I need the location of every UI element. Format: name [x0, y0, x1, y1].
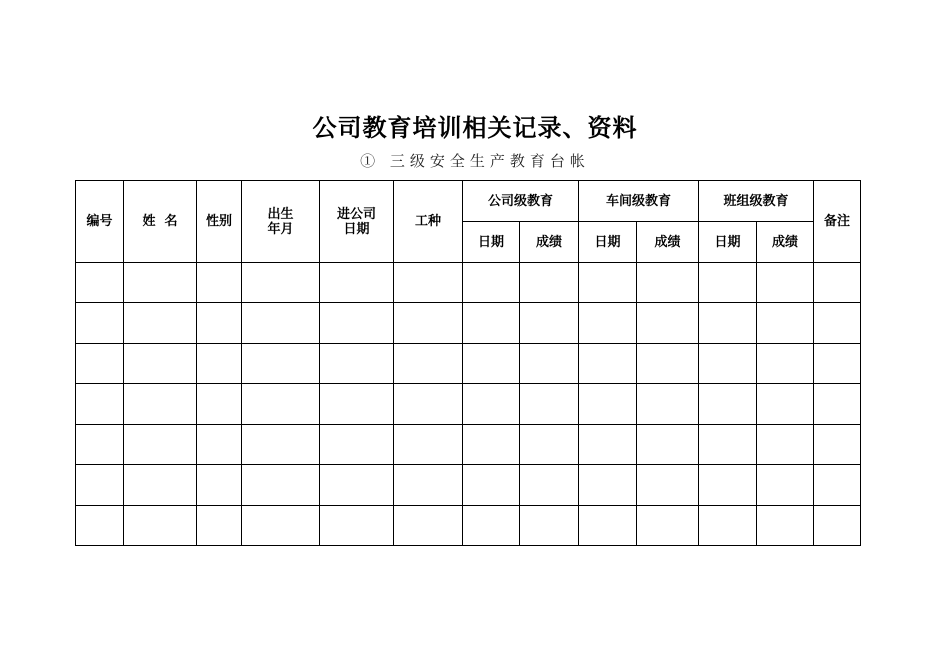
safety-education-ledger-table [75, 180, 861, 546]
table-cell[interactable] [637, 263, 699, 303]
table-cell[interactable] [520, 303, 579, 343]
header-join-line1: 进公司 [336, 206, 376, 222]
table-cell[interactable] [76, 263, 124, 303]
table-cell[interactable] [394, 505, 463, 545]
header-join-date [320, 181, 394, 263]
table-cell[interactable] [76, 465, 124, 505]
table-cell[interactable] [76, 384, 124, 424]
header-join-line2: 日期 [343, 221, 370, 237]
table-cell[interactable] [579, 263, 637, 303]
table-cell[interactable] [757, 384, 814, 424]
document-title: 公司教育培训相关记录、资料 [312, 113, 638, 142]
table-cell[interactable] [814, 465, 861, 505]
table-cell[interactable] [76, 505, 124, 545]
table-cell[interactable] [463, 465, 520, 505]
table-cell[interactable] [699, 465, 757, 505]
header-workshop-score: 成绩 [637, 222, 699, 263]
table-cell[interactable] [579, 465, 637, 505]
table-row [76, 384, 861, 424]
table-cell[interactable] [520, 424, 579, 464]
table-cell[interactable] [699, 424, 757, 464]
table-cell[interactable] [124, 343, 197, 383]
table-cell[interactable] [520, 505, 579, 545]
table-cell[interactable] [394, 343, 463, 383]
table-cell[interactable] [76, 303, 124, 343]
table-row [76, 465, 861, 505]
document-subtitle: ① 三级安全生产教育台帐 [360, 152, 590, 170]
table-cell[interactable] [463, 343, 520, 383]
table-cell[interactable] [699, 505, 757, 545]
header-job-type: 工种 [394, 181, 463, 263]
table-cell[interactable] [814, 343, 861, 383]
table-cell[interactable] [814, 424, 861, 464]
table-cell[interactable] [463, 303, 520, 343]
table-cell[interactable] [637, 343, 699, 383]
table-cell[interactable] [757, 263, 814, 303]
table-cell[interactable] [637, 303, 699, 343]
ledger-body [76, 263, 861, 546]
table-cell[interactable] [124, 303, 197, 343]
table-cell[interactable] [320, 424, 394, 464]
table-cell[interactable] [242, 263, 320, 303]
table-cell[interactable] [699, 263, 757, 303]
table-cell[interactable] [394, 303, 463, 343]
table-cell[interactable] [757, 505, 814, 545]
table-row [76, 424, 861, 464]
header-remarks: 备注 [814, 181, 861, 263]
table-cell[interactable] [579, 384, 637, 424]
table-cell[interactable] [579, 505, 637, 545]
table-cell[interactable] [124, 424, 197, 464]
header-gender: 性别 [197, 181, 242, 263]
table-cell[interactable] [637, 505, 699, 545]
table-cell[interactable] [124, 263, 197, 303]
header-team-level: 班组级教育 [699, 181, 814, 222]
table-cell[interactable] [637, 384, 699, 424]
table-cell[interactable] [76, 424, 124, 464]
table-cell[interactable] [699, 384, 757, 424]
table-cell[interactable] [579, 303, 637, 343]
table-cell[interactable] [637, 465, 699, 505]
table-cell[interactable] [394, 263, 463, 303]
table-cell[interactable] [242, 384, 320, 424]
header-workshop-date: 日期 [579, 222, 637, 263]
header-row-primary [76, 181, 861, 222]
table-cell[interactable] [320, 343, 394, 383]
header-company-score: 成绩 [520, 222, 579, 263]
table-cell[interactable] [197, 303, 242, 343]
table-cell[interactable] [197, 343, 242, 383]
table-cell[interactable] [579, 424, 637, 464]
header-birth-line2: 年月 [267, 221, 294, 237]
table-cell[interactable] [757, 424, 814, 464]
header-name: 姓 名 [124, 181, 197, 263]
table-cell[interactable] [757, 303, 814, 343]
table-cell[interactable] [394, 424, 463, 464]
table-cell[interactable] [520, 384, 579, 424]
table-cell[interactable] [242, 343, 320, 383]
header-birth-line1: 出生 [267, 206, 294, 222]
table-cell[interactable] [463, 263, 520, 303]
table-cell[interactable] [320, 505, 394, 545]
table-cell[interactable] [757, 343, 814, 383]
table-cell[interactable] [394, 384, 463, 424]
table-cell[interactable] [463, 384, 520, 424]
table-row [76, 505, 861, 545]
table-row [76, 343, 861, 383]
table-cell[interactable] [242, 465, 320, 505]
table-cell[interactable] [197, 263, 242, 303]
table-cell[interactable] [814, 384, 861, 424]
table-cell[interactable] [814, 303, 861, 343]
table-cell[interactable] [320, 384, 394, 424]
table-row [76, 263, 861, 303]
table-cell[interactable] [814, 263, 861, 303]
table-cell[interactable] [637, 424, 699, 464]
table-cell[interactable] [197, 424, 242, 464]
table-cell[interactable] [757, 465, 814, 505]
table-cell[interactable] [320, 303, 394, 343]
table-cell[interactable] [699, 303, 757, 343]
header-company-level: 公司级教育 [463, 181, 579, 222]
table-cell[interactable] [242, 505, 320, 545]
table-cell[interactable] [463, 424, 520, 464]
table-row [76, 303, 861, 343]
header-birth-date [242, 181, 320, 263]
table-cell[interactable] [197, 505, 242, 545]
table-cell[interactable] [242, 303, 320, 343]
table-cell[interactable] [814, 505, 861, 545]
table-cell[interactable] [463, 505, 520, 545]
header-number: 编号 [76, 181, 124, 263]
table-cell[interactable] [124, 384, 197, 424]
table-cell[interactable] [197, 384, 242, 424]
table-cell[interactable] [320, 465, 394, 505]
header-team-score: 成绩 [757, 222, 814, 263]
table-cell[interactable] [520, 343, 579, 383]
table-cell[interactable] [520, 263, 579, 303]
table-cell[interactable] [76, 343, 124, 383]
header-team-date: 日期 [699, 222, 757, 263]
table-cell[interactable] [124, 465, 197, 505]
header-company-date: 日期 [463, 222, 520, 263]
table-cell[interactable] [579, 343, 637, 383]
table-cell[interactable] [520, 465, 579, 505]
table-cell[interactable] [320, 263, 394, 303]
table-cell[interactable] [242, 424, 320, 464]
table-cell[interactable] [394, 465, 463, 505]
table-cell[interactable] [699, 343, 757, 383]
table-cell[interactable] [124, 505, 197, 545]
table-cell[interactable] [197, 465, 242, 505]
header-workshop-level: 车间级教育 [579, 181, 699, 222]
